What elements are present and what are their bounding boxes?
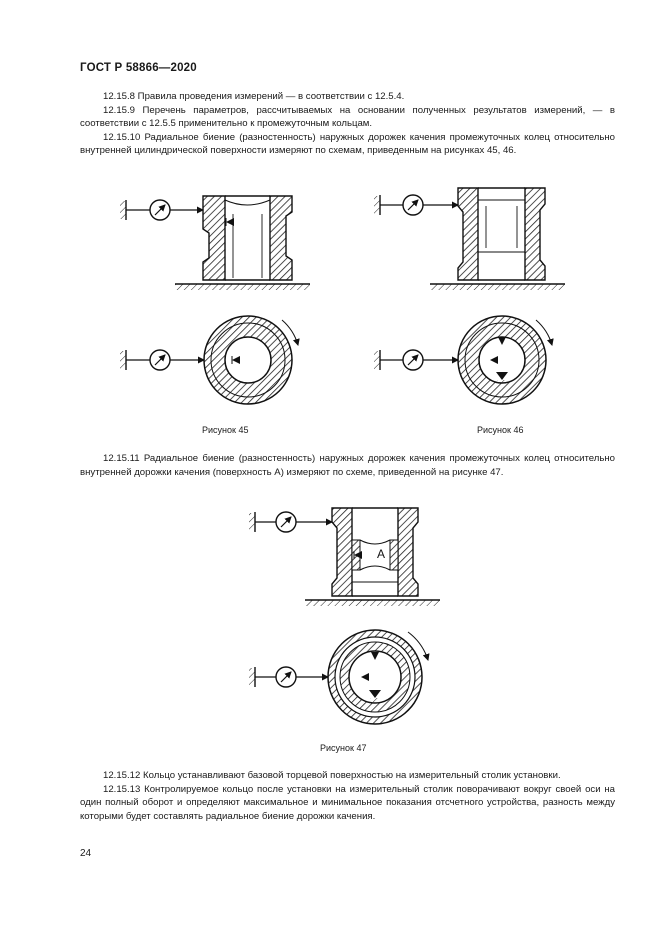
paragraph-12-15-10: 12.15.10 Радиальное биение (разностенность) наружных дорожек качения промежуточных колец относительно внутренней цилиндрической поверхности измеряют по схемам, приведенным на рисунках 45, 46. bbox=[80, 131, 615, 157]
page-number: 24 bbox=[80, 848, 92, 859]
figure-46-top-view bbox=[374, 316, 552, 404]
figure-45-side-view bbox=[120, 196, 310, 290]
text-block-3 bbox=[80, 769, 615, 823]
paragraph-12-15-13: 12.15.13 Контролируемое кольцо после установки на измерительный столик поворачивают вокруг своей оси на один полный оборот и определяют максимальное и минимальное показания отсчетного устройства, разность между которыми будет составлять радиальное биение дорожки качения. bbox=[80, 783, 615, 822]
paragraph-12-15-12: 12.15.12 Кольцо устанавливают базовой торцевой поверхностью на измерительный столик установки. bbox=[103, 770, 561, 781]
figure-45-top-view bbox=[120, 316, 298, 404]
figure-47-caption: Рисунок 47 bbox=[320, 743, 367, 753]
paragraph-12-15-9: 12.15.9 Перечень параметров, рассчитываемых на основании полученных результатов измерений, — в соответствии с 12.5.5 применительно к промежуточным кольцам. bbox=[80, 104, 615, 130]
paragraph-12-15-8: 12.15.8 Правила проведения измерений — в соответствии с 12.5.4. bbox=[103, 91, 405, 102]
surface-a-label: A bbox=[377, 547, 386, 561]
paragraph-12-15-11: 12.15.11 Радиальное биение (разностенность) наружных дорожек качения промежуточных колец относительно внутренней дорожки качения (поверхность А) измеряют по схеме, приведенной на рисунке 47. bbox=[80, 453, 615, 478]
figure-47-side-view bbox=[249, 508, 440, 606]
document-header: ГОСТ Р 58866—2020 bbox=[80, 62, 197, 74]
text-block-2 bbox=[80, 452, 615, 479]
figure-45-caption: Рисунок 45 bbox=[202, 425, 249, 435]
figure-47-top-view bbox=[249, 630, 428, 724]
figure-46-caption: Рисунок 46 bbox=[477, 425, 524, 435]
figure-46-side-view bbox=[126, 0, 565, 290]
